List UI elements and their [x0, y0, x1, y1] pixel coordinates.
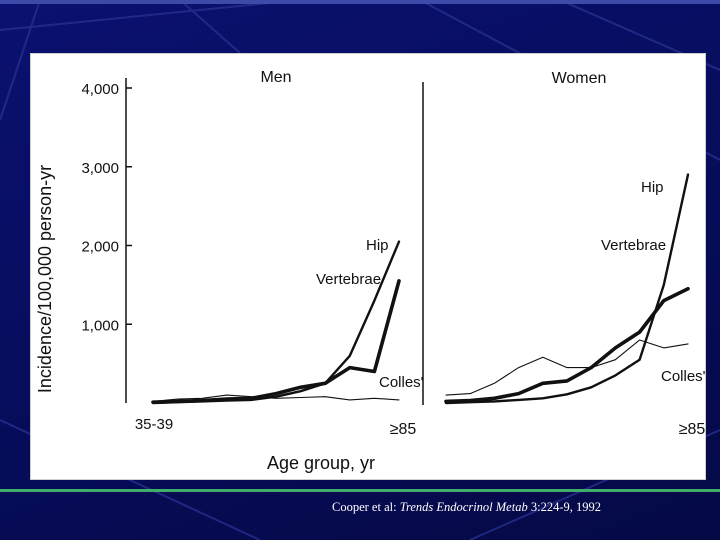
x-tick-label-last: ≥85 [389, 421, 417, 438]
footer-divider [0, 489, 720, 492]
x-axis-label: Age group, yr [266, 453, 376, 473]
citation-ref: 3:224-9, 1992 [530, 500, 601, 514]
series-line-men-vertebrae [153, 281, 399, 402]
y-tick-label: 2,000 [81, 238, 119, 256]
y-tick-label: 4,000 [81, 81, 119, 98]
y-axis-label: Incidence/100,000 person-yr [35, 164, 55, 394]
y-tick-label: 1,000 [81, 317, 119, 335]
series-label-men-vertebrae: Vertebrae [316, 271, 382, 288]
series-label-women-colles: Colles' [661, 368, 705, 385]
series-line-men-hip [153, 242, 399, 403]
series-line-women-colles [446, 340, 688, 395]
chart-panel [30, 53, 706, 480]
series-label-men-colles: Colles' [379, 374, 424, 391]
x-tick-label-last: ≥85 [678, 421, 705, 438]
series-line-women-vertebrae [446, 289, 688, 402]
panel-title-men: Men [260, 69, 292, 86]
series-label-women-hip: Hip [641, 179, 664, 196]
citation [332, 500, 601, 515]
y-tick-label: 3,000 [81, 159, 119, 177]
series-label-men-hip: Hip [366, 237, 389, 254]
fracture-incidence-chart [31, 54, 705, 479]
citation-authors: Cooper et al: [332, 500, 397, 514]
x-tick-label-first: 35-39 [134, 416, 174, 433]
series-line-women-hip [446, 175, 688, 403]
panel-title-women: Women [551, 70, 607, 87]
citation-journal: Trends Endocrinol Metab [399, 500, 528, 514]
series-label-women-vertebrae: Vertebrae [601, 237, 667, 254]
